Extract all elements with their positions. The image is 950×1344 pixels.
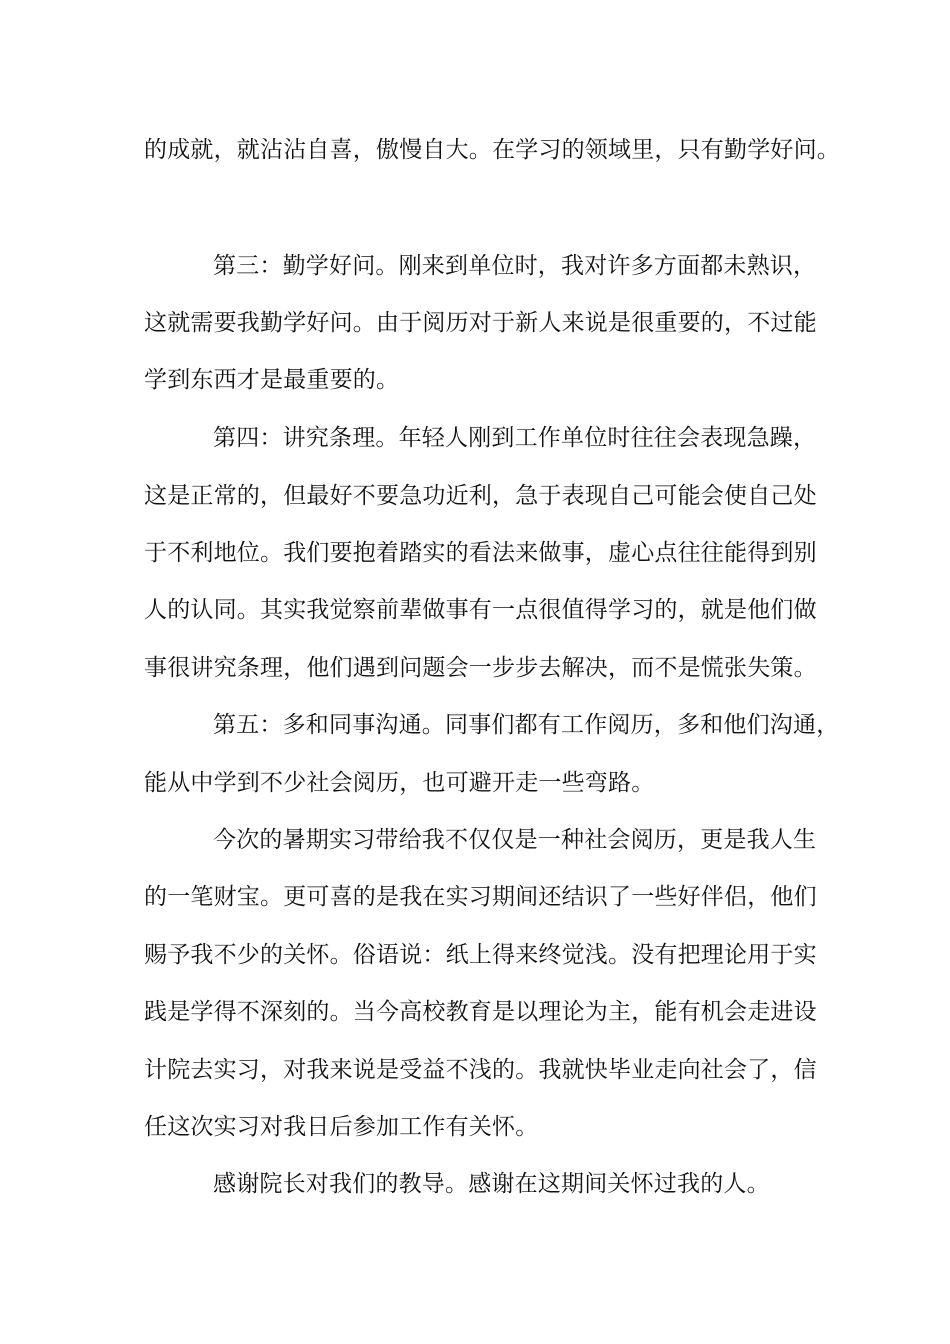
text-line: 人的认同。其实我觉察前辈做事有一点很值得学习的，就是他们做 xyxy=(144,597,817,623)
text-line: 于不利地位。我们要抱着踏实的看法来做事，虚心点往往能得到别 xyxy=(144,540,817,566)
text-line: 学到东西才是最重要的。 xyxy=(144,367,400,393)
text-line: 这是正常的，但最好不要急功近利，急于表现自己可能会使自己处 xyxy=(144,483,817,509)
text-line: 能从中学到不少社会阅历，也可避开走一些弯路。 xyxy=(144,770,655,796)
text-line: 赐予我不少的关怀。俗语说：纸上得来终觉浅。没有把理论用于实 xyxy=(144,942,817,968)
text-line: 今次的暑期实习带给我不仅仅是一种社会阅历，更是我人生 xyxy=(213,827,817,853)
text-line: 感谢院长对我们的教导。感谢在这期间关怀过我的人。 xyxy=(213,1171,770,1197)
text-line: 这就需要我勤学好问。由于阅历对于新人来说是很重要的，不过能 xyxy=(144,310,817,336)
text-line: 第四：讲究条理。年轻人刚到工作单位时往往会表现急躁， xyxy=(213,425,817,451)
text-line: 的成就，就沾沾自喜，傲慢自大。在学习的领域里，只有勤学好问。 xyxy=(144,137,840,163)
text-line: 的一笔财宝。更可喜的是我在实习期间还结识了一些好伴侣，他们 xyxy=(144,884,817,910)
text-line: 践是学得不深刻的。当今高校教育是以理论为主，能有机会走进设 xyxy=(144,999,817,1025)
text-line: 任这次实习对我日后参加工作有关怀。 xyxy=(144,1114,539,1140)
text-line: 第五：多和同事沟通。同事们都有工作阅历，多和他们沟通， xyxy=(213,712,840,738)
text-line: 事很讲究条理，他们遇到问题会一步步去解决，而不是慌张失策。 xyxy=(144,655,817,681)
text-line: 计院去实习，对我来说是受益不浅的。我就快毕业走向社会了，信 xyxy=(144,1057,817,1083)
text-line: 第三：勤学好问。刚来到单位时，我对许多方面都未熟识， xyxy=(213,253,817,279)
